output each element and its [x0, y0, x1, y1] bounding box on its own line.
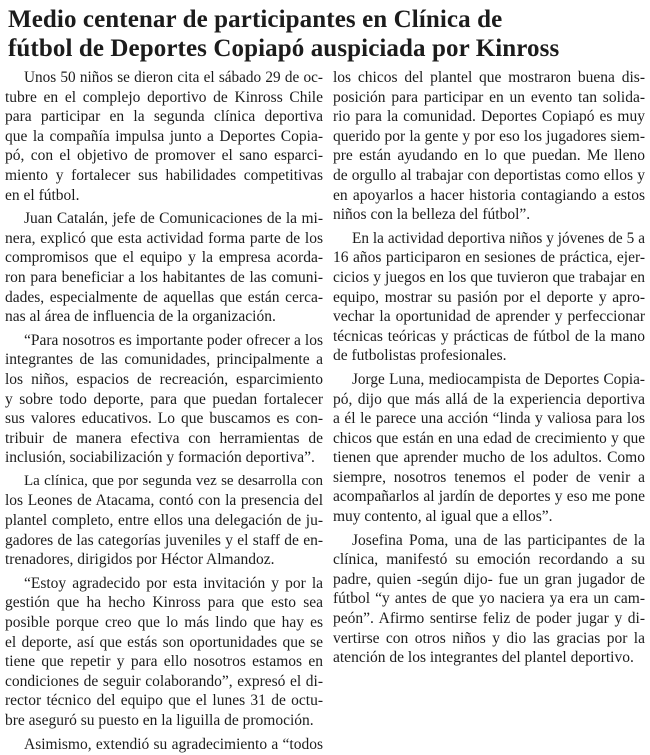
text-line: nas al área de influencia de la organización. [5, 308, 276, 326]
text-line: los Leones de Atacama, contó con la presencia del [5, 492, 323, 510]
text-line: vechar la oportunidad de aprender y perfeccionar [333, 308, 645, 326]
text-line: rio para la comunidad. Deportes Copiapó es muy [333, 108, 645, 126]
text-line: dades, especialmente de aquellas que están cerca- [5, 288, 323, 306]
text-line: de orgullo al trabajar con deportistas como ellos y [333, 166, 645, 184]
text-line: nera, explicó que esta actividad forma parte de los [5, 229, 323, 247]
text-line: tiene que repetir y para ello nosotros estamos en [5, 653, 323, 671]
paragraph [5, 574, 323, 731]
text-line: miento y fortalecer sus habilidades competitivas [5, 166, 323, 184]
paragraph [5, 68, 323, 205]
text-line: en el fútbol. [5, 186, 80, 204]
headline-line-2: fútbol de Deportes Copiapó auspiciada por Kinross [8, 35, 560, 62]
paragraph [333, 229, 645, 366]
text-line: para participar en la segunda clínica deportiva [5, 108, 323, 126]
text-line: querido por la gente y por eso los jugadores siem- [333, 127, 645, 145]
text-line: técnicas teóricas y prácticas de fútbol de la mano [333, 327, 645, 345]
text-line: niños con la belleza del fútbol”. [333, 206, 531, 224]
text-line: compromisos que el equipo y la empresa acorda- [5, 249, 323, 267]
text-line: “Para nosotros es importante poder ofrecer a los [24, 331, 323, 349]
text-line: tienen que aprender mucho de los adultos. Como [333, 449, 645, 467]
text-line: Jorge Luna, mediocampista de Deportes Copia- [352, 370, 645, 388]
text-line: La clínica, que por segunda vez se desarrolla con [24, 472, 323, 489]
headline-line-1: Medio centenar de participantes en Clínica de [8, 6, 503, 33]
text-line: padre, quien -según dijo- fue un gran jugador de [333, 570, 645, 588]
text-line: condiciones de seguir colaborando”, expresó el di- [5, 672, 323, 690]
paragraph [5, 735, 323, 755]
text-line: peón”. Afirmo sentirse feliz de poder jugar y di- [333, 610, 645, 628]
text-line: siempre, nosotros tenemos el poder de venir a [333, 468, 645, 486]
text-line: fútbol “y antes de que yo naciera ya era un cam- [333, 590, 645, 608]
text-line: posición para participar en un evento tan solida- [333, 88, 645, 106]
paragraph [5, 331, 323, 468]
paragraph [333, 531, 645, 668]
article-column-right [333, 68, 645, 668]
text-line: “Estoy agradecido por esta invitación y por la [24, 574, 323, 592]
text-line: bre aseguró su puesto en la liguilla de promoción. [5, 712, 314, 729]
text-line: vertirse con otros niños y dio las gracias por la [333, 629, 645, 647]
text-line: en apoyarlos a hacer historia contagiando a estos [333, 186, 645, 204]
text-line: Asimismo, extendió su agradecimiento a “todos [24, 735, 323, 753]
text-line: pó, con el objetivo de promover el sano esparci- [5, 147, 323, 165]
text-line: ron para beneficiar a los habitantes de las comuni- [5, 268, 323, 286]
paragraph [333, 370, 645, 527]
text-line: pre están ayudando en lo que puedan. Me lleno [333, 147, 645, 165]
text-line: En la actividad deportiva niños y jóvenes de 5 a [352, 229, 645, 247]
text-line: Juan Catalán, jefe de Comunicaciones de la mi- [24, 210, 323, 228]
text-line: los niños, espacios de recreación, esparcimiento [5, 370, 323, 388]
text-line: 16 años participaron en sesiones de práctica, ejer- [333, 249, 645, 267]
text-line: tribuir de manera efectiva con herramientas de [5, 429, 323, 447]
text-line: gadores de las categorías juveniles y el staff de en- [5, 531, 323, 549]
text-line: inclusión, sociabilización y formación deportiva”. [5, 449, 315, 467]
headline [8, 5, 644, 63]
text-line: integrantes de las comunidades, principalmente a [5, 351, 323, 369]
text-line: pó, dijo que más allá de la experiencia deportiva [333, 390, 645, 408]
text-line: acompañarlos al jardín de deportes y eso me pone [333, 488, 645, 506]
paragraph [333, 68, 645, 225]
text-line: que la compañía impulsa junto a Deportes Copia- [5, 127, 323, 145]
text-line: Josefina Poma, una de las participantes de la [352, 531, 645, 549]
text-line: tubre en el complejo deportivo de Kinross Chile [5, 88, 323, 106]
text-line: Unos 50 niños se dieron cita el sábado 29 de oc- [24, 69, 323, 86]
paragraph [5, 472, 323, 570]
article-column-left [5, 68, 323, 754]
text-line: trenadores, dirigidos por Héctor Almandoz. [5, 551, 275, 569]
text-line: a él le parece una acción “linda y valiosa para los [333, 410, 645, 428]
text-line: y sobre todo deporte, para que puedan fortalecer [5, 390, 323, 408]
text-line: sus valores educativos. Lo que buscamos es con- [5, 410, 323, 428]
paragraph [5, 209, 323, 327]
text-line: de futbolistas profesionales. [333, 347, 507, 365]
text-line: muy contento, al igual que a ellos”. [333, 508, 553, 526]
text-line: los chicos del plantel que mostraron buena dis- [333, 69, 645, 86]
text-line: chicos que están en una edad de crecimiento y que [333, 429, 645, 447]
text-line: posible porque creo que lo más lindo que hay es [5, 614, 323, 632]
text-line: rector técnico del equipo que el lunes 31 de octu- [5, 692, 323, 710]
text-line: clínica, manifestó su emoción recordando a su [333, 551, 645, 569]
text-line: el deporte, así que estás son oportunidades que se [5, 633, 323, 651]
text-line: cicios y juegos en los que tuvieron que trabajar en [333, 268, 645, 286]
text-line: equipo, mostrar su pasión por el deporte y apro- [333, 288, 645, 306]
text-line: plantel completo, entre ellos una delegación de ju- [5, 512, 323, 530]
text-line: gestión que ha hecho Kinross para que esto sea [5, 594, 323, 612]
text-line: atención de los integrantes del plantel deportivo. [333, 649, 634, 667]
